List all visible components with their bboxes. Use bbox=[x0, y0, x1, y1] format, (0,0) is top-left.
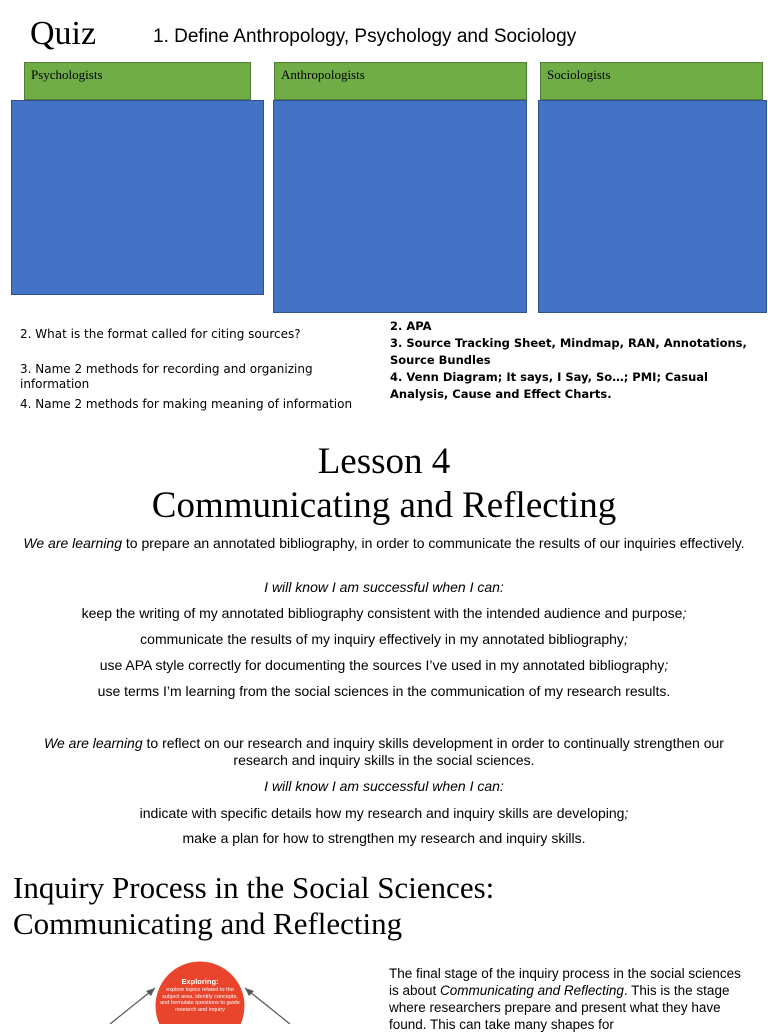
criterion-2 bbox=[20, 631, 748, 648]
criterion-3 bbox=[20, 657, 748, 674]
criterion-6: make a plan for how to strengthen my research and inquiry skills. bbox=[182, 830, 586, 846]
inquiry-title bbox=[13, 870, 753, 942]
quiz-question-1: 1. Define Anthropology, Psychology and Sociology bbox=[153, 26, 577, 47]
criterion-1-semicolon: ; bbox=[682, 605, 687, 621]
quiz-question-4: 4. Name 2 methods for making meaning of information bbox=[20, 397, 353, 411]
inquiry-paragraph-italic: Communicating and Reflecting bbox=[440, 983, 624, 998]
success-heading-2: I will know I am successful when I can: bbox=[264, 778, 504, 794]
quiz-title: Quiz bbox=[30, 15, 97, 52]
exploring-stage-heading: Exploring: bbox=[181, 977, 219, 986]
diagram-arrow-left bbox=[110, 988, 155, 1024]
sociologists-answer-box bbox=[538, 100, 767, 313]
criterion-3-text: use APA style correctly for documenting the sources I’ve used in my annotated bibliography bbox=[99, 657, 665, 673]
lesson-title: Communicating and Reflecting bbox=[151, 485, 617, 526]
criterion-2-text: communicate the results of my inquiry effectively in my annotated bibliography bbox=[140, 631, 624, 647]
sociologists-label bbox=[540, 62, 763, 100]
inquiry-paragraph bbox=[389, 965, 749, 1033]
psychologists-label-text: Psychologists bbox=[31, 67, 103, 82]
learning-goal-2-lead: We are learning bbox=[44, 735, 143, 751]
answer-2: 2. APA bbox=[390, 319, 432, 333]
diagram-arrow-right bbox=[245, 988, 290, 1024]
criterion-2-semicolon: ; bbox=[623, 631, 628, 647]
exploring-stage-text: explore topics related to the subject area, identify concepts, and formulate questions to guide research and inquiry bbox=[160, 987, 240, 1013]
learning-goal-1-lead: We are learning bbox=[23, 535, 122, 551]
criterion-5 bbox=[20, 805, 748, 822]
success-heading-1: I will know I am successful when I can: bbox=[264, 579, 504, 595]
learning-goal-1 bbox=[20, 535, 748, 552]
exploring-stage-text-wrap bbox=[160, 987, 240, 1024]
psychologists-answer-box bbox=[11, 100, 264, 295]
inquiry-paragraph-part-2: . This is the stage where researchers prepare and present what they have found. This can take many shapes for bbox=[389, 983, 730, 1032]
quiz-question-2: 2. What is the format called for citing sources? bbox=[20, 327, 301, 341]
inquiry-paragraph-part-1: The final stage of the inquiry process in the social sciences is about bbox=[389, 966, 741, 998]
answer-3: 3. Source Tracking Sheet, Mindmap, RAN, Annotations, Source Bundles bbox=[390, 336, 747, 367]
answer-4: 4. Venn Diagram; It says, I Say, So…; PMI; Casual Analysis, Cause and Effect Charts. bbox=[390, 370, 708, 401]
learning-goal-1-text: to prepare an annotated bibliography, in order to communicate the results of our inquiries effectively. bbox=[122, 535, 745, 551]
criterion-1 bbox=[20, 605, 748, 622]
anthropologists-answer-box bbox=[273, 100, 527, 313]
criterion-5-semicolon: ; bbox=[624, 805, 629, 821]
inquiry-title-line-2: Communicating and Reflecting bbox=[13, 906, 403, 941]
criterion-5-text: indicate with specific details how my research and inquiry skills are developing bbox=[139, 805, 625, 821]
criterion-4: use terms I’m learning from the social sciences in the communication of my research results. bbox=[97, 683, 671, 699]
psychologists-label bbox=[24, 62, 251, 100]
anthropologists-label bbox=[274, 62, 527, 100]
inquiry-process-diagram bbox=[100, 958, 300, 1024]
learning-goal-2 bbox=[20, 735, 748, 769]
quiz-answers bbox=[390, 318, 760, 403]
learning-goal-2-text: to reflect on our research and inquiry skills development in order to continually strengthen our research and inquiry skills in the social sciences. bbox=[142, 735, 724, 768]
anthropologists-label-text: Anthropologists bbox=[281, 67, 365, 82]
quiz-question-3: 3. Name 2 methods for recording and organizing information bbox=[20, 362, 313, 391]
criterion-3-semicolon: ; bbox=[664, 657, 669, 673]
lesson-number: Lesson 4 bbox=[317, 441, 451, 482]
inquiry-title-line-1: Inquiry Process in the Social Sciences: bbox=[13, 870, 495, 905]
criterion-1-text: keep the writing of my annotated bibliography consistent with the intended audience and purpose bbox=[81, 605, 683, 621]
sociologists-label-text: Sociologists bbox=[547, 67, 611, 82]
